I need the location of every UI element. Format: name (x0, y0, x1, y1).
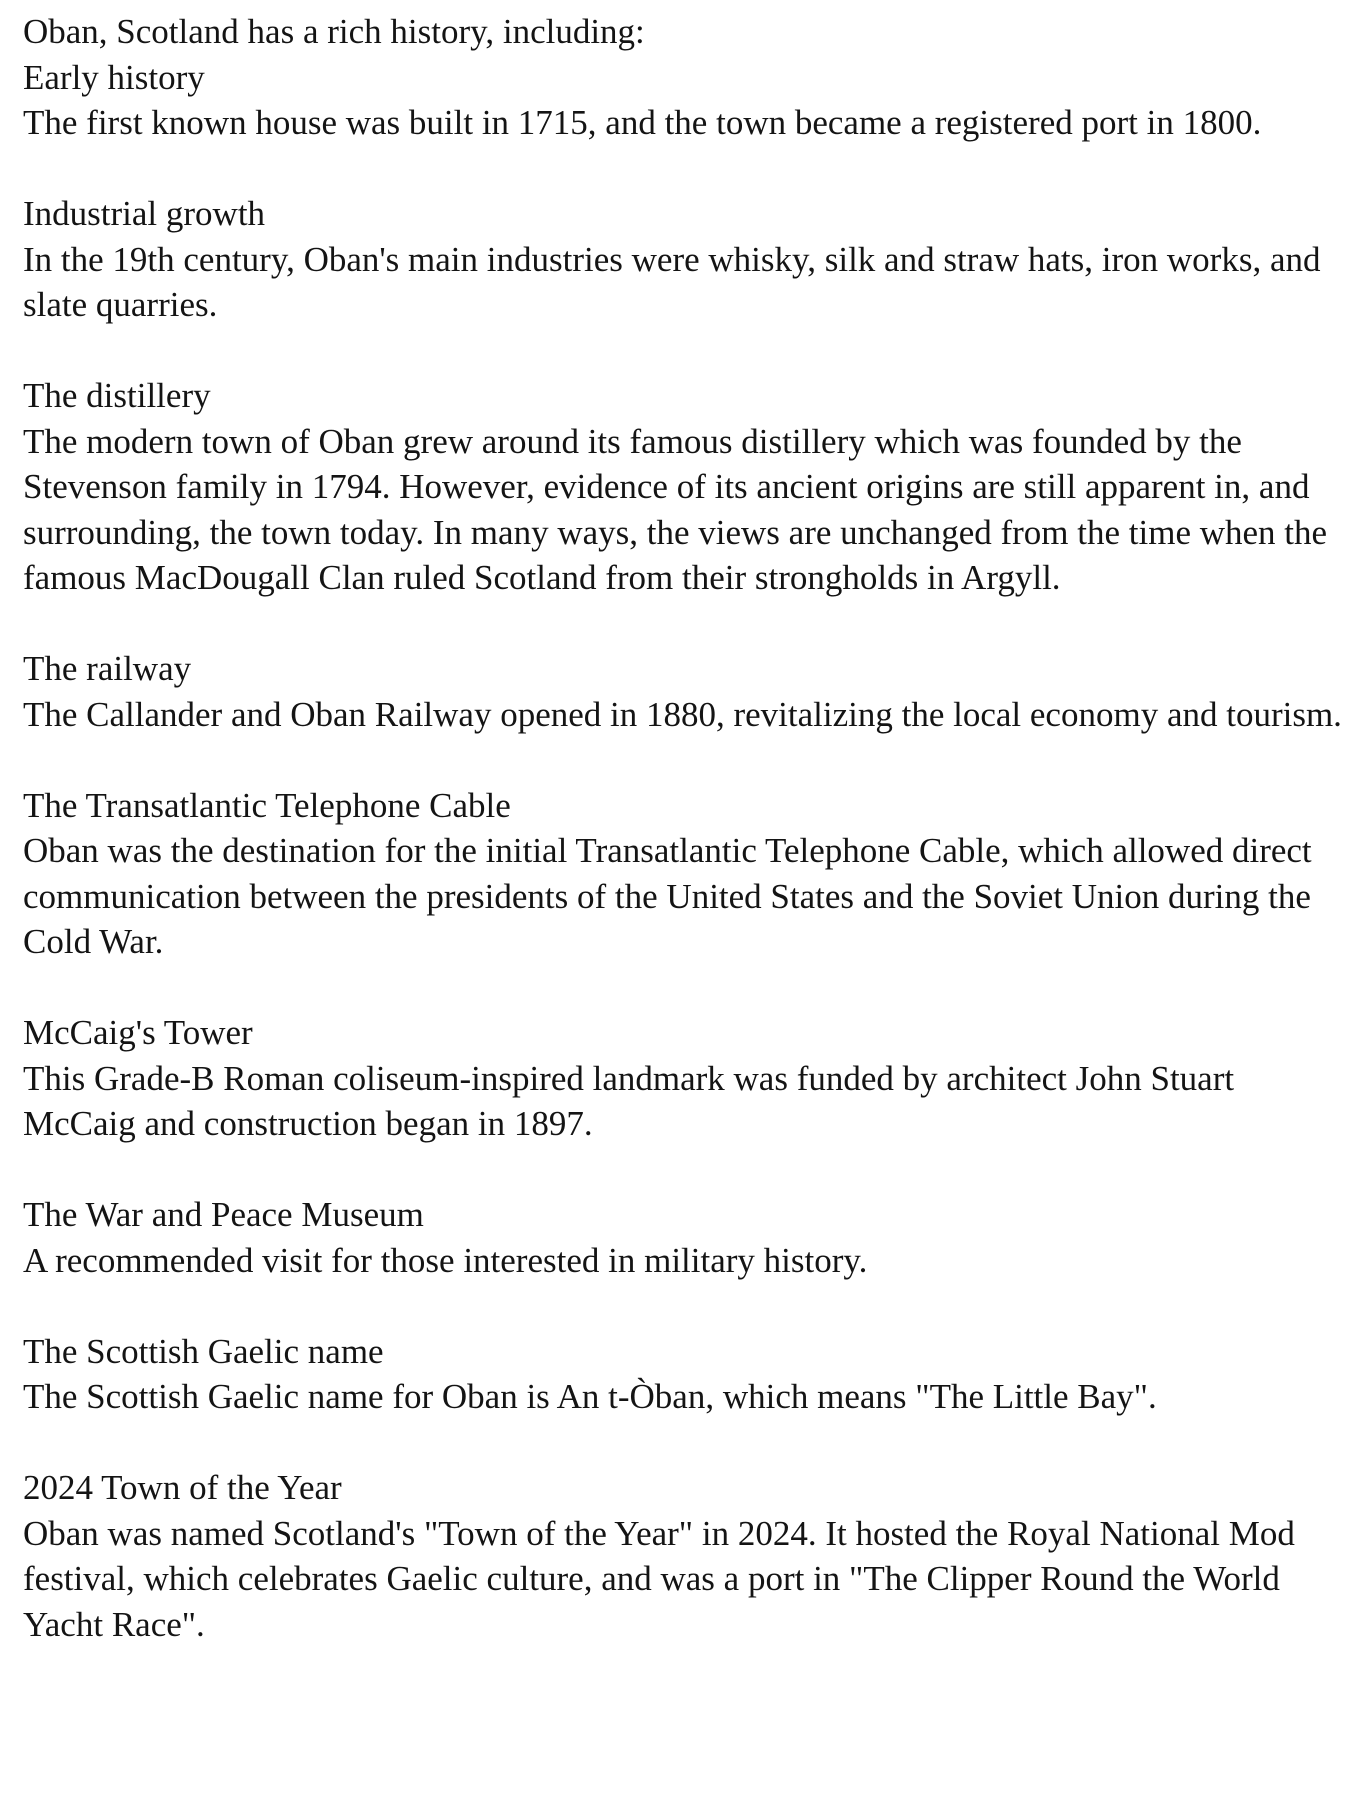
section-title: The War and Peace Museum (23, 1195, 424, 1234)
section-body: The Callander and Oban Railway opened in 1880, revitalizing the local economy and tourism. (23, 694, 1342, 734)
section-war-peace-museum (23, 1192, 1343, 1283)
section-body: A recommended visit for those interested in military history. (23, 1240, 868, 1280)
section-body: Oban was named Scotland's "Town of the Year" in 2024. It hosted the Royal National Mod festival, which celebrates Gaelic culture, and was a port in "The Clipper Round the World Yacht Race". (23, 1513, 1295, 1644)
section-title: Industrial growth (23, 194, 266, 233)
section-body: The modern town of Oban grew around its famous distillery which was founded by the Stevenson family in 1794. However, evidence of its ancient origins are still apparent in, and surrounding, the town today. In many ways, the views are unchanged from the time when the famous MacDougall Clan ruled Scotland from their strongholds in Argyll. (23, 421, 1328, 597)
section-title: The railway (23, 649, 192, 688)
section-gaelic-name (23, 1329, 1343, 1420)
section-title: McCaig's Tower (23, 1013, 253, 1052)
section-title: The distillery (23, 376, 211, 415)
section-body: The first known house was built in 1715, and the town became a registered port in 1800. (23, 103, 1262, 142)
section-title: The Scottish Gaelic name (23, 1331, 384, 1371)
section-body: Oban was the destination for the initial Transatlantic Telephone Cable, which allowed direct communication between the presidents of the United States and the Soviet Union during the Cold War. (23, 831, 1312, 961)
section-body: In the 19th century, Oban's main industries were whisky, silk and straw hats, iron works, and slate quarries. (23, 239, 1321, 324)
section-body: This Grade-B Roman coliseum-inspired landmark was funded by architect John Stuart McCaig and construction began in 1897. (23, 1058, 1235, 1143)
section-title: Early history (23, 57, 205, 97)
document (23, 9, 1343, 1647)
section-town-of-the-year (23, 1465, 1343, 1647)
intro-text: Oban, Scotland has a rich history, including: (23, 12, 645, 51)
section-distillery (23, 373, 1343, 601)
section-early-history (23, 55, 1343, 146)
section-industrial-growth (23, 191, 1343, 328)
section-railway (23, 646, 1343, 737)
section-title: The Transatlantic Telephone Cable (23, 785, 511, 825)
section-body: The Scottish Gaelic name for Oban is An t-Òban, which means "The Little Bay". (23, 1377, 1157, 1416)
section-mccaigs-tower (23, 1010, 1343, 1147)
section-title: 2024 Town of the Year (23, 1468, 342, 1507)
section-telephone-cable (23, 783, 1343, 965)
